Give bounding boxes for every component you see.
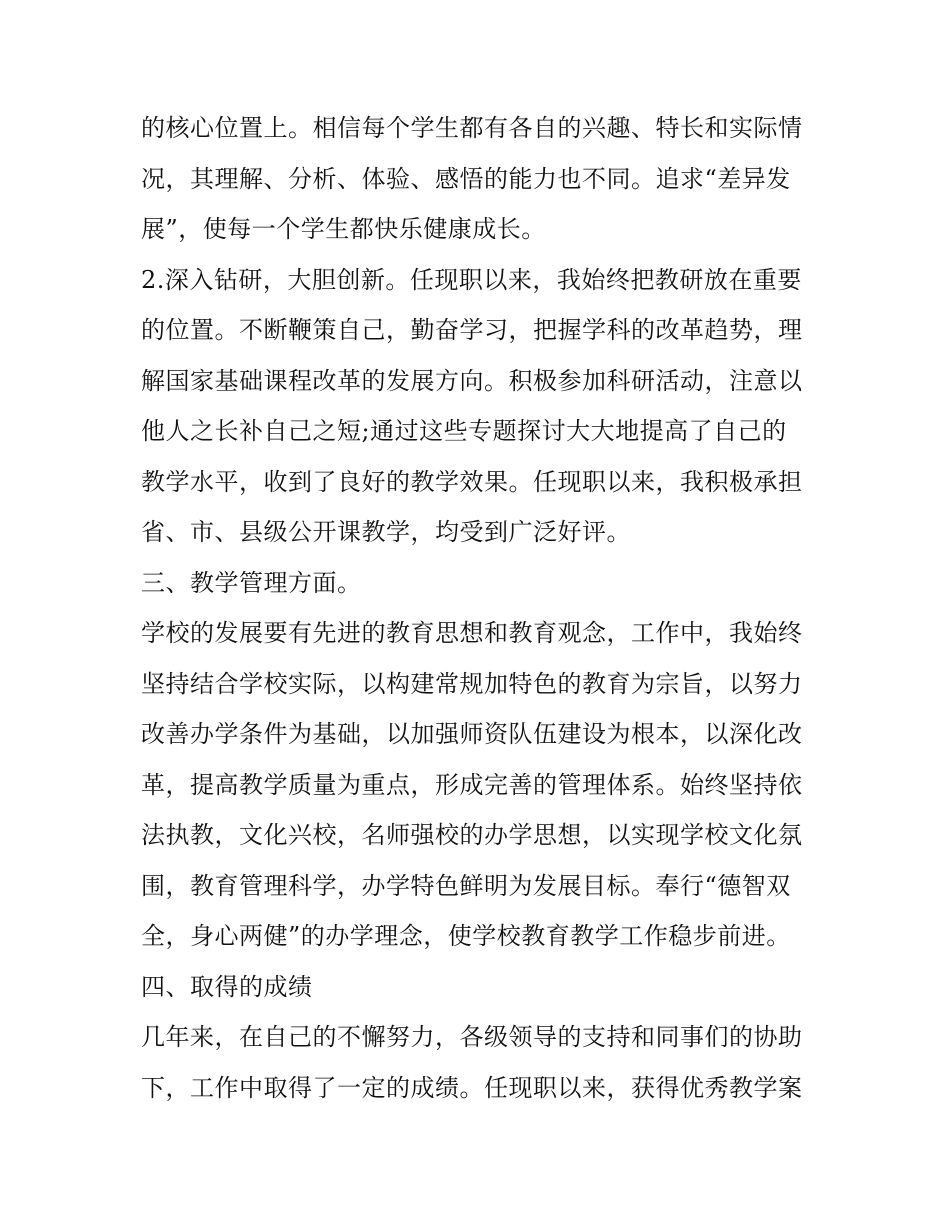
text-line: 全，身心两健”的办学理念，使学校教育教学工作稳步前进。 bbox=[141, 922, 791, 950]
section-heading: 三、教学管理方面。 bbox=[141, 568, 362, 597]
text-line: 展”，使每一个学生都快乐健康成长。 bbox=[141, 215, 546, 243]
text-line: 坚持结合学校实际，以构建常规加特色的教育为宗旨，以努力 bbox=[141, 669, 803, 698]
text-line: 改善办学条件为基础，以加强师资队伍建设为根本，以深化改 bbox=[141, 720, 803, 748]
text-line: 几年来，在自己的不懈努力，各级领导的支持和同事们的协助 bbox=[141, 1023, 803, 1051]
text-line: 教学水平，收到了良好的教学效果。任现职以来，我积极承担 bbox=[141, 467, 803, 496]
text-line: 的核心位置上。相信每个学生都有各自的兴趣、特长和实际情 bbox=[141, 114, 803, 142]
section-heading: 四、取得的成绩 bbox=[141, 972, 313, 1001]
text-line: 围，教育管理科学，办学特色鲜明为发展目标。奉行“德智双 bbox=[141, 871, 791, 900]
text-line: 2.深入钻研，大胆创新。任现职以来，我始终把教研放在重要 bbox=[141, 265, 802, 294]
text-line: 学校的发展要有先进的教育思想和教育观念，工作中，我始终 bbox=[141, 619, 803, 647]
text-line: 况，其理解、分析、体验、感悟的能力也不同。追求“差异发 bbox=[141, 164, 791, 193]
text-line: 下，工作中取得了一定的成绩。任现职以来，获得优秀教学案 bbox=[141, 1073, 803, 1102]
text-line: 法执教，文化兴校，名师强校的办学思想，以实现学校文化氛 bbox=[141, 821, 803, 849]
text-line: 他人之长补自己之短;通过这些专题探讨大大地提高了自己的 bbox=[141, 417, 787, 445]
text-line: 解国家基础课程改革的发展方向。积极参加科研活动，注意以 bbox=[141, 366, 803, 395]
text-line: 省、市、县级公开课教学，均受到广泛好评。 bbox=[141, 518, 631, 546]
body-text bbox=[141, 103, 816, 1113]
text-line: 革，提高教学质量为重点，形成完善的管理体系。始终坚持依 bbox=[141, 770, 803, 799]
text-line: 的位置。不断鞭策自己，勤奋学习，把握学科的改革趋势，理 bbox=[141, 316, 803, 344]
